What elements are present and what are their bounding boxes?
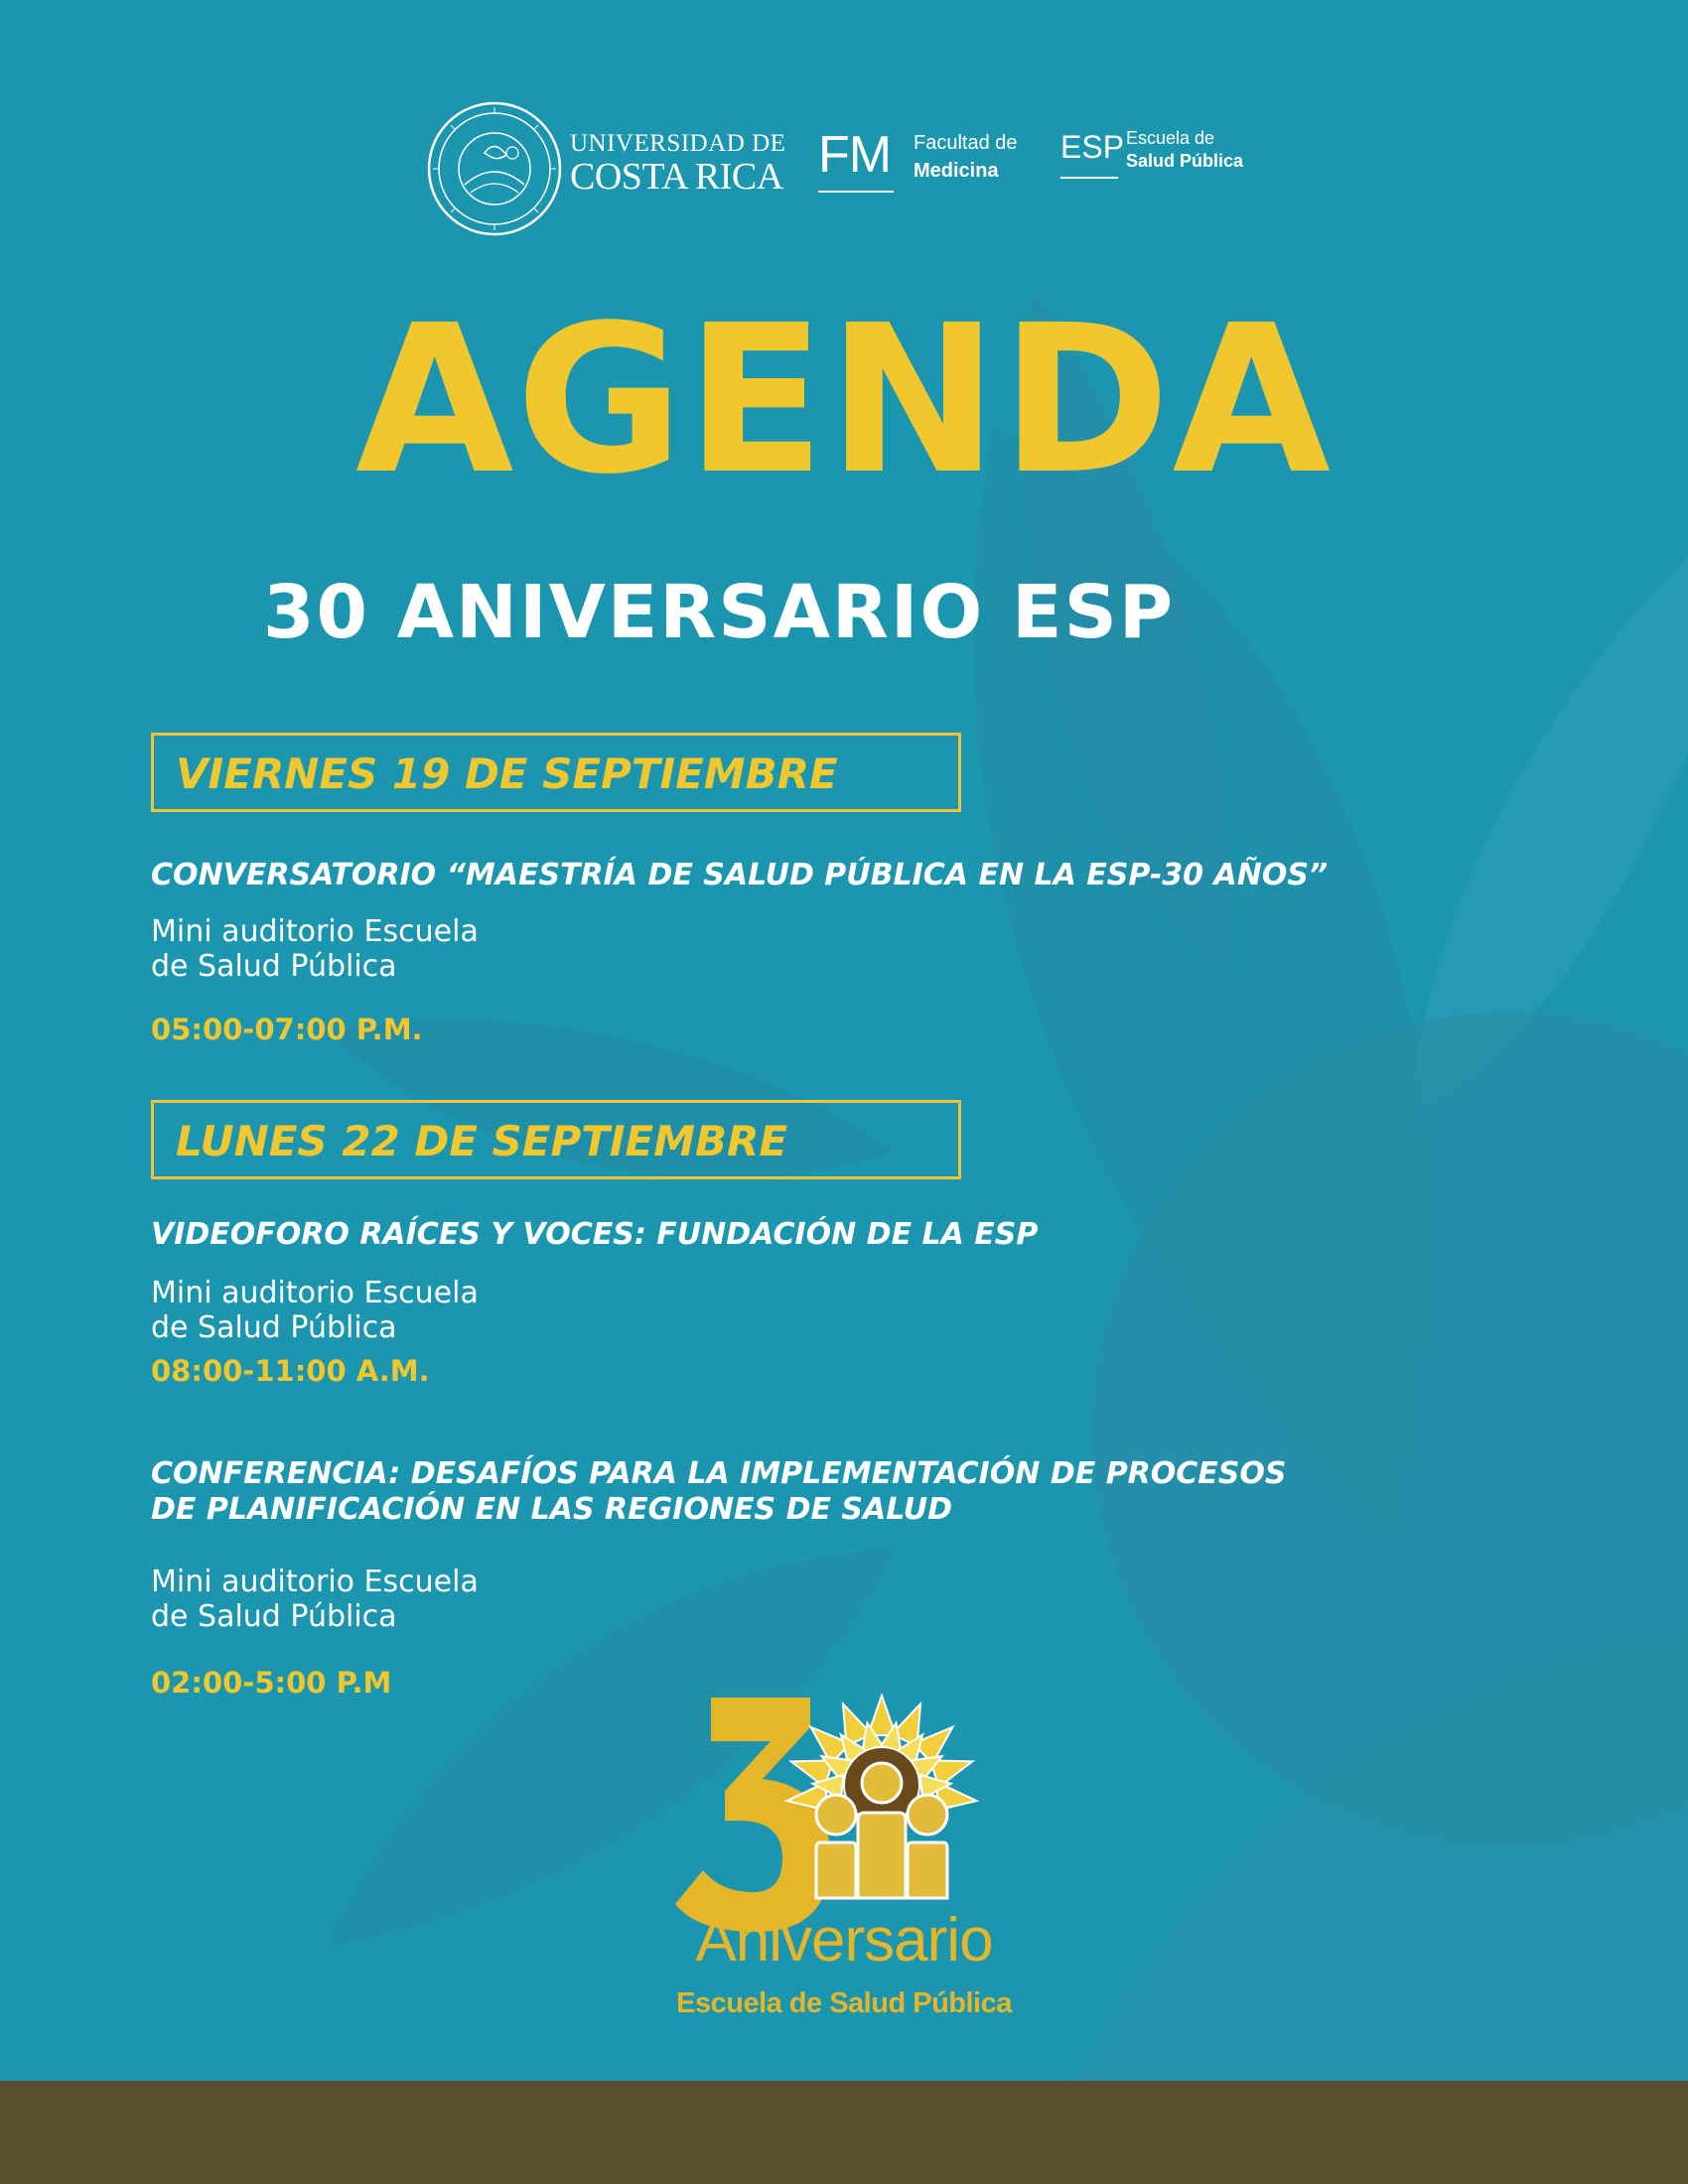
event-venue-line2: de Salud Pública [151,1310,397,1346]
ucr-seal-icon [425,99,564,238]
esp-underline [1060,177,1118,179]
esp-name-line1: Escuela de [1126,128,1215,148]
page-subtitle: 30 ANIVERSARIO ESP [263,570,1176,655]
ucr-wordmark [570,131,785,196]
esp-abbreviation: ESP [1060,129,1125,165]
event-venue-line2: de Salud Pública [151,949,397,985]
footer-band [0,2081,1688,2184]
event-title-conversatorio: CONVERSATORIO “MAESTRÍA DE SALUD PÚBLICA EN LA ESP-30 AÑOS” [151,858,1329,892]
fm-name-line2: Medicina [914,160,999,182]
event-title-line2: DE PLANIFICACIÓN EN LAS REGIONES DE SALUD [151,1492,952,1527]
event-venue-videoforo [151,1276,667,1346]
logo-wordmark: Aniversario [695,1906,993,1975]
event-venue-line2: de Salud Pública [151,1599,397,1635]
ucr-name-line2: COSTA RICA [570,156,783,198]
esp-full-name [1126,127,1285,174]
event-title-line1: CONFERENCIA: DESAFÍOS PARA LA IMPLEMENTACIÓN DE PROCESOS [151,1456,1287,1491]
page-title: AGENDA [354,281,1334,519]
event-venue-line1: Mini auditorio Escuela [151,1565,479,1599]
event-time-conferencia: 02:00-5:00 P.M [151,1666,392,1700]
esp-name-line2: Salud Pública [1126,151,1244,172]
logo-numeral-three [675,1698,830,1932]
day-label-friday: VIERNES 19 DE SEPTIEMBRE [176,750,838,798]
fm-abbreviation: FM [818,126,892,184]
logo-subtitle: Escuela de Salud Pública [676,1987,1012,2019]
fm-name-line1: Facultad de [914,132,1018,154]
day-box-friday [151,733,961,812]
event-venue-conversatorio [151,914,667,985]
day-label-monday: LUNES 22 DE SEPTIEMBRE [176,1117,788,1165]
fm-underline [818,191,894,193]
event-title-videoforo: VIDEOFORO RAÍCES Y VOCES: FUNDACIÓN DE LA ESP [151,1217,1039,1252]
event-time-videoforo: 08:00-11:00 A.M. [151,1354,430,1388]
event-venue-line1: Mini auditorio Escuela [151,1276,479,1310]
fm-full-name [914,129,1062,185]
event-time-conversatorio: 05:00-07:00 P.M. [151,1013,423,1046]
event-venue-conferencia [151,1565,667,1635]
ucr-name-line1: UNIVERSIDAD DE [570,130,786,157]
header-logos [425,95,1279,244]
event-venue-line1: Mini auditorio Escuela [151,914,479,949]
event-title-conferencia [151,1456,1442,1528]
day-box-monday [151,1100,961,1179]
